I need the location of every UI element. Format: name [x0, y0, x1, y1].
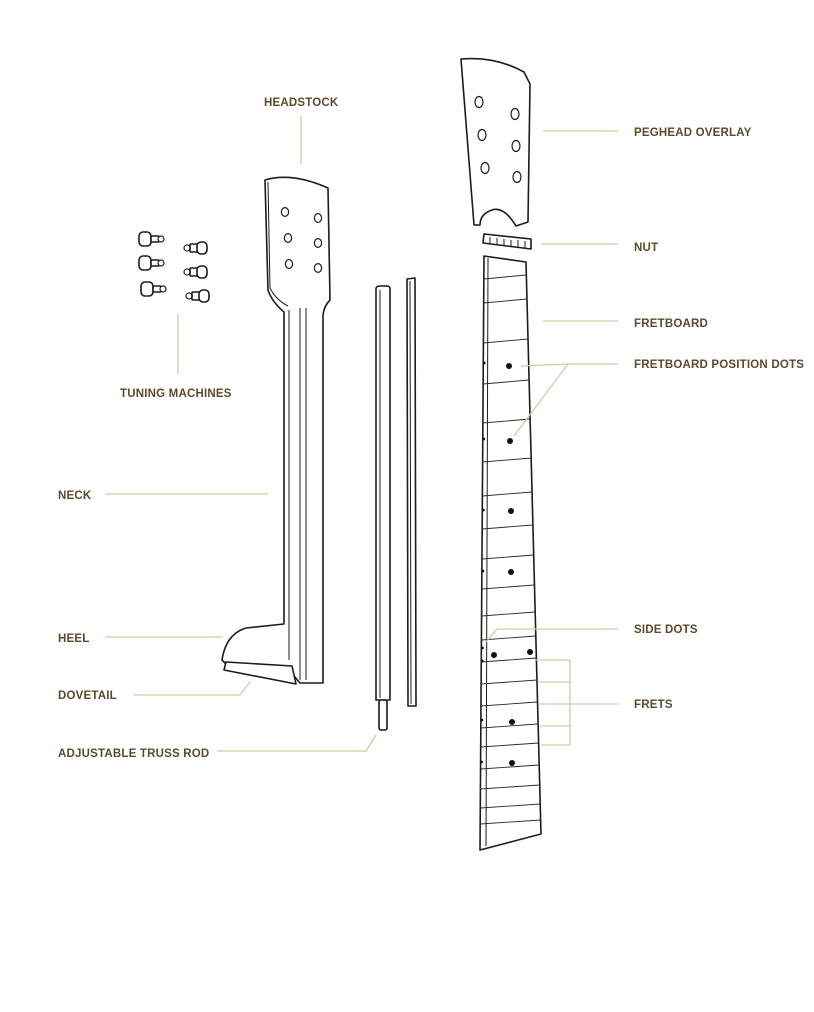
position-dot [509, 760, 515, 766]
tuning-machine-icon [139, 256, 164, 270]
tuner-hole [481, 163, 489, 174]
position-dot [508, 569, 514, 575]
tuning-machine-icon [184, 242, 207, 254]
fretboard-part [480, 256, 541, 850]
tuner-hole [314, 214, 321, 223]
label-position-dots: FRETBOARD POSITION DOTS [634, 359, 805, 371]
tuner-hole [478, 130, 486, 141]
filler-strip [407, 278, 416, 706]
tuning-machine-icon [139, 232, 164, 246]
dovetail-shape [224, 662, 296, 684]
truss-rod-adjuster [379, 700, 387, 730]
label-heel: HEEL [58, 633, 90, 645]
position-dot [491, 652, 497, 658]
truss-rod [376, 286, 390, 700]
nut-part [483, 234, 531, 249]
label-headstock: HEADSTOCK [264, 97, 339, 109]
truss-rod-assembly [376, 278, 416, 730]
side-dot [481, 660, 484, 663]
label-side-dots: SIDE DOTS [634, 624, 698, 636]
peghead-overlay-part [461, 59, 530, 226]
label-dovetail: DOVETAIL [58, 690, 117, 702]
side-dot [483, 362, 486, 365]
label-neck: NECK [58, 490, 92, 502]
position-dot [506, 363, 512, 369]
tuner-hole [475, 97, 483, 108]
position-dot [527, 649, 533, 655]
position-dot [508, 508, 514, 514]
tuning-machine-icon [186, 290, 209, 302]
position-dot [509, 719, 515, 725]
label-frets: FRETS [634, 699, 673, 711]
tuning-machines-group [139, 232, 209, 302]
labels [58, 97, 804, 760]
neck-body [222, 177, 330, 683]
tuner-hole [314, 264, 321, 273]
neck-assembly [222, 177, 330, 684]
side-dot [481, 647, 484, 650]
tuner-hole [513, 172, 521, 183]
leader-lines [105, 116, 618, 751]
label-truss-rod: ADJUSTABLE TRUSS ROD [58, 748, 210, 760]
tuner-hole [284, 234, 291, 243]
tuner-hole [314, 239, 321, 248]
label-tuning-machines: TUNING MACHINES [120, 388, 232, 400]
label-nut: NUT [634, 242, 659, 254]
side-dot [482, 570, 485, 573]
tuner-hole [281, 208, 288, 217]
tuning-machine-icon [141, 282, 166, 296]
side-dot [481, 719, 484, 722]
truss-rod-leader [217, 735, 376, 751]
tuning-machine-icon [184, 266, 207, 278]
peghead-overlay-shape [461, 59, 530, 226]
label-peghead-overlay: PEGHEAD OVERLAY [634, 127, 752, 139]
side-dot [482, 438, 485, 441]
position-dot [507, 438, 513, 444]
frets-bracket [536, 660, 618, 745]
label-fretboard: FRETBOARD [634, 318, 708, 330]
tuner-hole [285, 260, 292, 269]
side-dot [480, 761, 483, 764]
dovetail-leader [133, 682, 250, 695]
tuner-hole [512, 141, 520, 152]
tuner-hole [511, 109, 519, 120]
side-dot [482, 509, 485, 512]
